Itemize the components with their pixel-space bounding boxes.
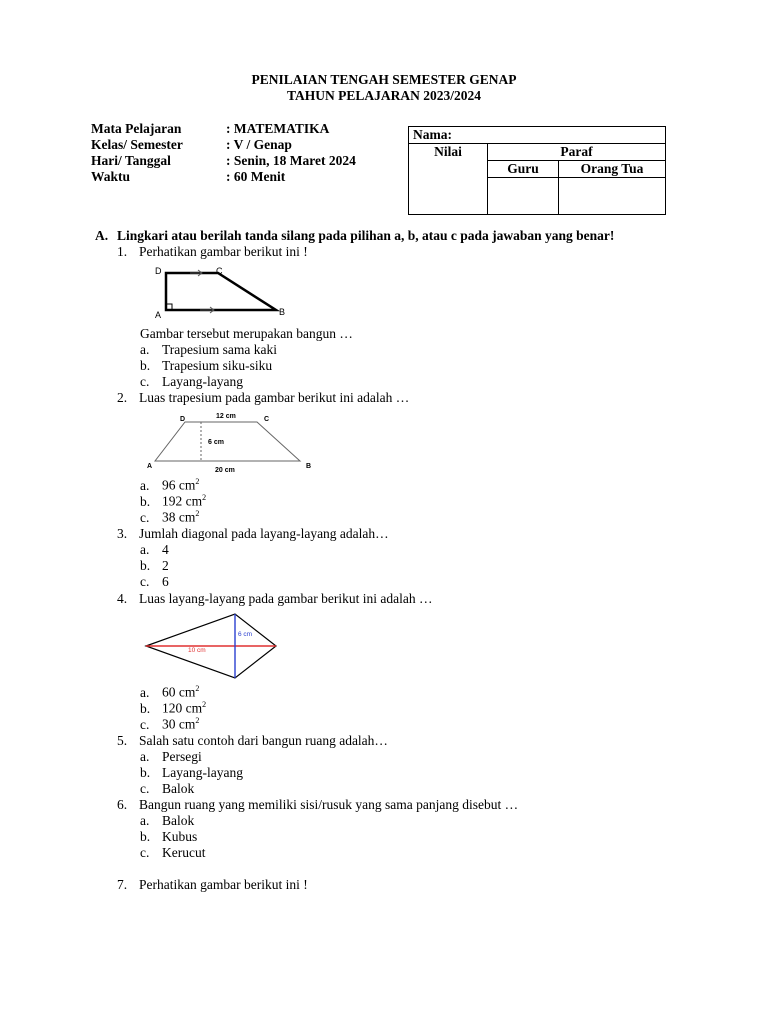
grade-label: Nilai [434,144,462,159]
signature-header: Paraf [488,144,666,161]
option-text: 60 cm [162,684,196,700]
vertex-a-label: A [155,310,162,320]
option-letter: a. [140,749,150,764]
option-sup: 2 [195,477,200,486]
info-value-time: : 60 Menit [226,169,286,184]
vertex-c-label: C [264,416,270,423]
option-text: Balok [162,781,195,796]
option-text: Layang-layang [162,765,243,780]
teacher-signature-cell[interactable] [488,178,559,215]
option-3b[interactable] [140,558,169,574]
option-letter: c. [140,374,150,389]
option-letter: a. [140,813,150,828]
option-5b[interactable] [140,765,243,781]
figure-right-trapezoid [150,264,290,320]
option-2b[interactable] [140,493,206,510]
question-number: 4. [117,591,128,606]
option-sup: 2 [195,509,200,518]
option-4a[interactable] [140,684,199,701]
question-5 [117,733,388,749]
vertex-c-label: C [216,266,223,276]
student-grade-box [408,126,666,215]
option-sup: 2 [195,684,200,693]
option-2c[interactable] [140,509,199,526]
bottom-length-label: 20 cm [215,467,235,474]
option-3a[interactable] [140,542,169,558]
option-text: Balok [162,813,195,828]
question-6 [117,797,518,813]
option-letter: b. [140,700,151,716]
option-1a[interactable] [140,342,277,358]
option-6a[interactable] [140,813,194,829]
parent-signature-cell[interactable] [559,178,666,215]
option-text: 30 cm [162,716,196,732]
vertex-d-label: D [155,266,162,276]
question-text: Luas trapesium pada gambar berikut ini adalah … [139,390,410,405]
question-text: Perhatikan gambar berikut ini ! [139,244,308,259]
option-sup: 2 [195,716,200,725]
option-text: 192 cm [162,493,203,509]
question-text: Jumlah diagonal pada layang-layang adalah… [139,526,389,541]
section-a-heading [95,228,614,244]
question-number: 7. [117,877,128,892]
option-text: Trapesium sama kaki [162,342,277,357]
option-letter: c. [140,781,150,796]
info-value-class: : V / Genap [226,137,292,152]
trapezoid-shape [155,422,300,461]
option-6c[interactable] [140,845,205,861]
top-length-label: 12 cm [216,413,236,420]
info-value-subject: : MATEMATIKA [226,121,330,136]
question-1 [117,244,308,260]
option-5a[interactable] [140,749,202,765]
vertex-a-label: A [147,463,153,470]
info-value-date: : Senin, 18 Maret 2024 [226,153,356,168]
option-letter: a. [140,684,150,700]
option-letter: c. [140,509,150,525]
option-text: 96 cm [162,477,196,493]
option-4c[interactable] [140,716,199,733]
option-1b[interactable] [140,358,272,374]
option-text: Kerucut [162,845,206,860]
option-letter: a. [140,477,150,493]
section-letter: A. [95,228,109,243]
question-number: 2. [117,390,128,405]
option-6b[interactable] [140,829,197,845]
info-label-class: Kelas/ Semester [91,137,183,152]
option-letter: c. [140,574,150,589]
teacher-header: Guru [488,161,559,178]
info-label-time: Waktu [91,169,131,184]
height-label: 6 cm [208,439,224,446]
grade-cell[interactable] [409,144,488,215]
question-number: 5. [117,733,128,748]
question-number: 3. [117,526,128,541]
option-4b[interactable] [140,700,206,717]
option-text: 6 [162,574,169,589]
option-text: Kubus [162,829,198,844]
option-letter: a. [140,342,150,357]
vertical-diagonal-label: 6 cm [238,631,253,638]
option-letter: c. [140,845,150,860]
trapezoid-shape [166,273,276,310]
vertex-d-label: D [180,416,186,423]
info-label-date: Hari/ Tanggal [91,153,171,168]
option-letter: b. [140,765,151,780]
option-5c[interactable] [140,781,194,797]
option-text: 4 [162,542,169,557]
question-4 [117,591,433,607]
horizontal-diagonal-label: 10 cm [188,647,206,654]
option-sup: 2 [202,700,207,709]
option-letter: b. [140,493,151,509]
option-letter: b. [140,358,151,373]
section-instruction: Lingkari atau berilah tanda silang pada pilihan a, b, atau c pada jawaban yang benar! [117,228,615,243]
option-3c[interactable] [140,574,169,590]
question-number: 1. [117,244,128,259]
question-number: 6. [117,797,128,812]
option-text: Layang-layang [162,374,243,389]
question-7 [117,877,308,893]
option-text: 2 [162,558,169,573]
question-2 [117,390,409,406]
figure-kite [142,608,282,682]
option-text: Persegi [162,749,202,764]
option-letter: b. [140,558,151,573]
parent-header: Orang Tua [559,161,666,178]
option-1c[interactable] [140,374,243,390]
exam-title: PENILAIAN TENGAH SEMESTER GENAP [251,72,517,87]
vertex-b-label: B [279,307,286,317]
figure-isosceles-trapezoid [145,408,320,476]
name-cell[interactable]: Nama: [409,127,666,144]
question-text: Perhatikan gambar berikut ini ! [139,877,308,892]
option-sup: 2 [202,493,207,502]
question-text: Luas layang-layang pada gambar berikut ini adalah … [139,591,433,606]
option-text: Trapesium siku-siku [162,358,273,373]
question-text: Salah satu contoh dari bangun ruang adalah… [139,733,388,748]
question-1-prompt: Gambar tersebut merupakan bangun … [140,326,353,341]
vertex-b-label: B [306,463,312,470]
option-letter: b. [140,829,151,844]
option-letter: c. [140,716,150,732]
option-letter: a. [140,542,150,557]
question-text: Bangun ruang yang memiliki sisi/rusuk yang sama panjang disebut … [139,797,519,812]
option-2a[interactable] [140,477,199,494]
info-label-subject: Mata Pelajaran [91,121,182,136]
school-year: TAHUN PELAJARAN 2023/2024 [286,88,481,103]
option-text: 38 cm [162,509,196,525]
question-3 [117,526,389,542]
option-text: 120 cm [162,700,203,716]
